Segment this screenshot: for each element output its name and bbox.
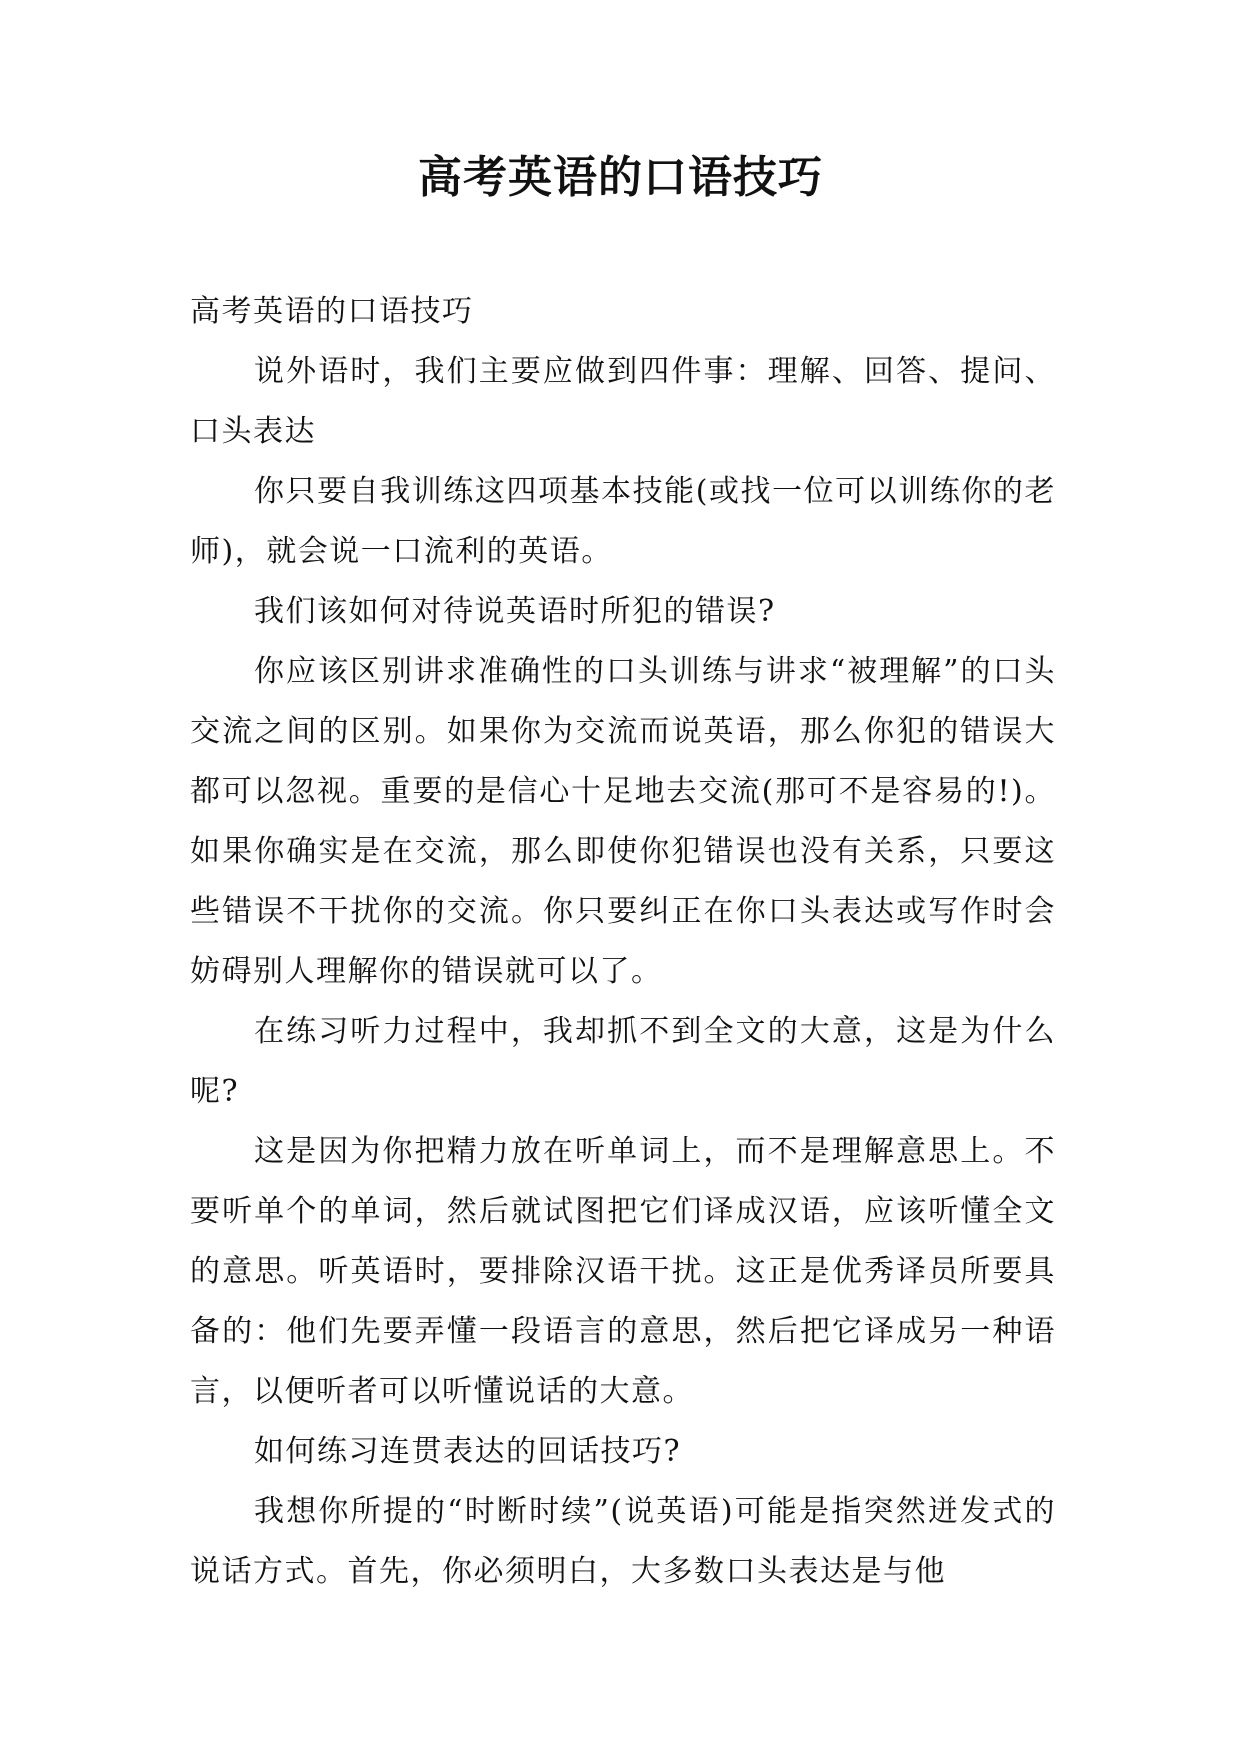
- document-title: 高考英语的口语技巧: [418, 152, 823, 203]
- document-body: [190, 282, 1056, 1602]
- paragraph: 这是因为你把精力放在听单词上，而不是理解意思上。不要听单个的单词，然后就试图把它们译成汉语，应该听懂全文的意思。听英语时，要排除汉语干扰。这正是优秀译员所要具备的：他们先要弄懂一段语言的意思，然后把它译成另一种语言，以便听者可以听懂说话的大意。: [190, 1134, 1056, 1409]
- body-heading: 高考英语的口语技巧: [190, 294, 474, 329]
- question-paragraph: 在练习听力过程中，我却抓不到全文的大意，这是为什么呢?: [190, 1014, 1056, 1109]
- paragraph: 你应该区别讲求准确性的口头训练与讲求“被理解”的口头交流之间的区别。如果你为交流而说英语，那么你犯的错误大都可以忽视。重要的是信心十足地去交流(那可不是容易的!)。如果你确实是在交流，那么即使你犯错误也没有关系，只要这些错误不干扰你的交流。你只要纠正在你口头表达或写作时会妨碍别人理解你的错误就可以了。: [190, 654, 1056, 989]
- question-paragraph: 如何练习连贯表达的回话技巧?: [254, 1434, 682, 1469]
- paragraph: 你只要自我训练这四项基本技能(或找一位可以训练你的老师)，就会说一口流利的英语。: [190, 474, 1056, 569]
- paragraph: 我想你所提的“时断时续”(说英语)可能是指突然迸发式的说话方式。首先，你必须明白，大多数口头表达是与他: [190, 1494, 1056, 1589]
- question-paragraph: 我们该如何对待说英语时所犯的错误?: [254, 594, 776, 629]
- paragraph: 说外语时，我们主要应做到四件事：理解、回答、提问、口头表达: [190, 354, 1056, 449]
